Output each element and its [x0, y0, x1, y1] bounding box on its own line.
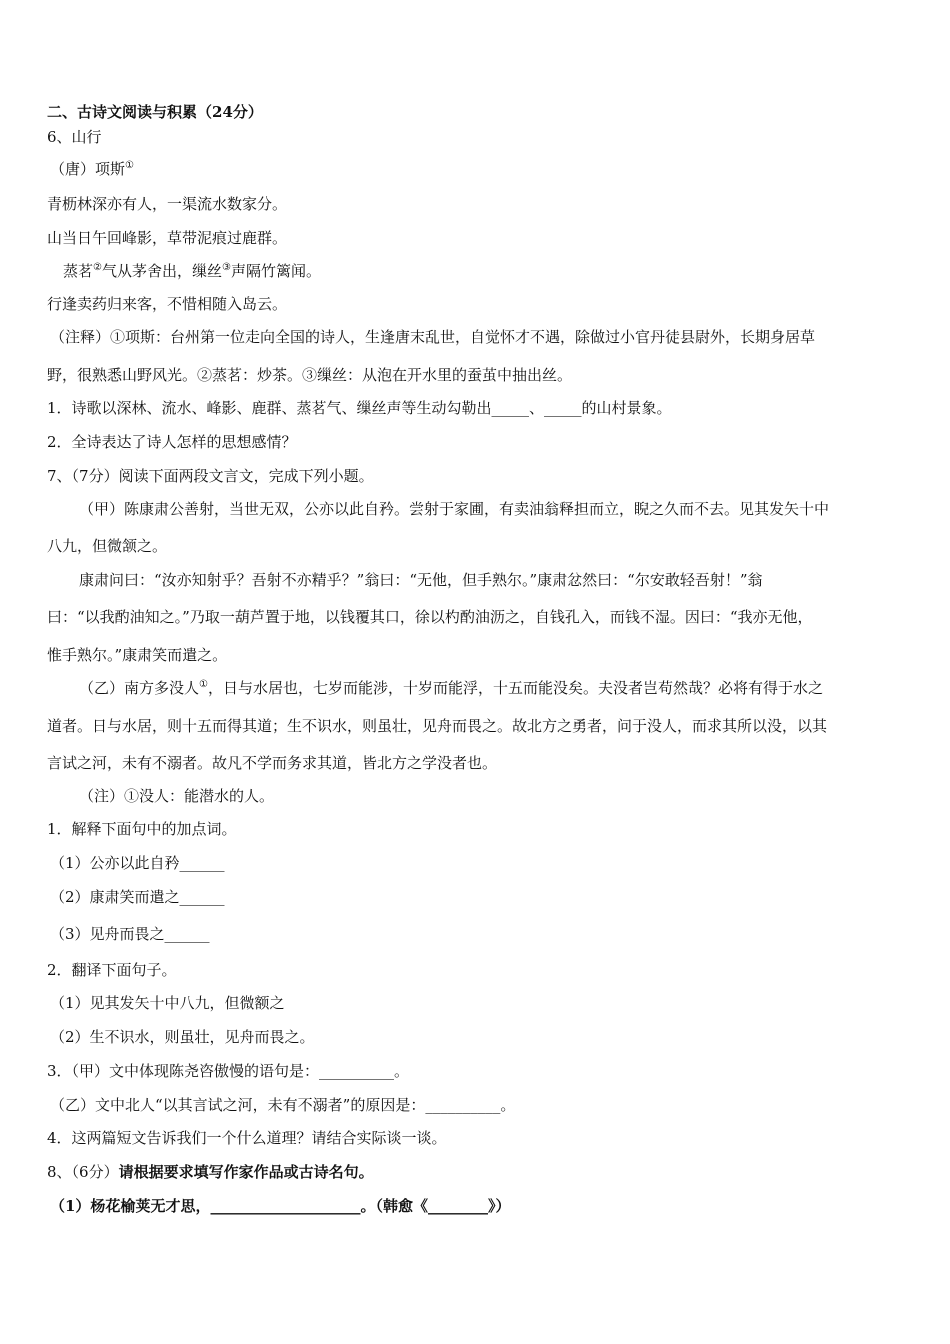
q6-author-text: （唐）项斯 — [50, 160, 126, 178]
passage-text: （乙）南方多没人 — [79, 679, 200, 697]
q8-title — [47, 1162, 374, 1182]
q7-sub-item: （2）康肃笑而遣之______ — [50, 888, 225, 906]
q7-sub-question: 3．（甲）文中体现陈尧咨傲慢的语句是：__________。 — [47, 1062, 410, 1080]
poem-line: 山当日午回峰影，草带泥痕过鹿群。 — [47, 229, 288, 247]
poem-line: 青枥林深亦有人，一渠流水数家分。 — [47, 195, 288, 213]
q6-author — [50, 159, 134, 179]
footnote-mark: ③ — [222, 262, 231, 273]
poem-line — [63, 261, 321, 281]
q7-title: 7、（7分）阅读下面两段文言文，完成下列小题。 — [47, 467, 374, 485]
q7-sub-item: （1）公亦以此自矜______ — [50, 854, 225, 872]
q6-sub-question-1: 1．诗歌以深林、流水、峰影、鹿群、蒸茗气、缫丝声等生动勾勒出_____、_____的山村景象。 — [47, 399, 672, 417]
q7-sub-question: 2．翻译下面句子。 — [47, 961, 177, 979]
q7-passage-jia: 康肃问曰：“汝亦知射乎？吾射不亦精乎？”翁曰：“无他，但手熟尔。”康肃忿然曰：“尔安敢轻吾射！”翁 — [79, 571, 763, 589]
q7-sub-question: 4．这两篇短文告诉我们一个什么道理？请结合实际谈一谈。 — [47, 1129, 447, 1147]
footnote-mark: ① — [125, 160, 134, 171]
q7-sub-item: （3）见舟而畏之______ — [50, 925, 210, 943]
q8-instruction: 请根据要求填写作家作品或古诗名句。 — [118, 1163, 374, 1181]
poem-text: 蒸茗 — [63, 262, 94, 280]
q7-passage-jia: 曰：“以我酌油知之。”乃取一葫芦置于地，以钱覆其口，徐以杓酌油沥之，自钱孔入，而钱不湿。因曰：“我亦无他， — [47, 608, 813, 626]
q7-passage-yi — [79, 678, 823, 698]
poem-text: 气从茅舍出，缫丝 — [101, 262, 222, 280]
q7-passage-jia: 八九，但微颔之。 — [47, 537, 168, 555]
poem-line: 行逢卖药归来客，不惜相随入岛云。 — [47, 295, 288, 313]
q6-sub-question-2: 2．全诗表达了诗人怎样的思想感情？ — [47, 433, 297, 451]
q7-sub-question: 1．解释下面句中的加点词。 — [47, 820, 237, 838]
footnote-mark: ② — [93, 262, 102, 273]
q6-notes: （注释）①项斯：台州第一位走向全国的诗人，生逢唐末乱世，自觉怀才不遇，除做过小官丹徒县尉外，长期身居草 — [50, 328, 816, 346]
passage-text: ，日与水居也，七岁而能涉，十岁而能浮，十五而能没矣。夫没者岂苟然哉？必将有得于水之 — [207, 679, 823, 697]
poem-text: 声隔竹篱闻。 — [230, 262, 321, 280]
q6-title: 6、山行 — [47, 128, 102, 146]
q7-passage-jia: 惟手熟尔。”康肃笑而遣之。 — [47, 646, 228, 664]
q6-notes: 野，很熟悉山野风光。②蒸茗：炒茶。③缫丝：从泡在开水里的蚕茧中抽出丝。 — [47, 366, 573, 384]
q8-item-1: （1）杨花榆荚无才思，____________________。（韩愈《________》） — [50, 1197, 511, 1215]
q7-passage-jia: （甲）陈康肃公善射，当世无双，公亦以此自矜。尝射于家圃，有卖油翁释担而立，睨之久而不去。见其发矢十中 — [79, 500, 830, 518]
q7-sub-item: （乙）文中北人“以其言试之河，未有不溺者”的原因是：__________。 — [50, 1096, 516, 1114]
q7-sub-item: （1）见其发矢十中八九，但微额之 — [50, 994, 285, 1012]
q7-passage-yi: 道者。日与水居，则十五而得其道；生不识水，则虽壮，见舟而畏之。故北方之勇者，问于没人，而求其所以没，以其 — [47, 717, 828, 735]
q7-passage-yi: 言试之河，未有不溺者。故凡不学而务求其道，皆北方之学没者也。 — [47, 754, 498, 772]
q8-number: 8、（6分） — [47, 1163, 119, 1181]
q7-sub-item: （2）生不识水，则虽壮，见舟而畏之。 — [50, 1028, 315, 1046]
footnote-mark: ① — [199, 679, 208, 690]
section-heading: 二、古诗文阅读与积累（24分） — [47, 103, 263, 121]
q7-note: （注）①没人：能潜水的人。 — [79, 787, 275, 805]
